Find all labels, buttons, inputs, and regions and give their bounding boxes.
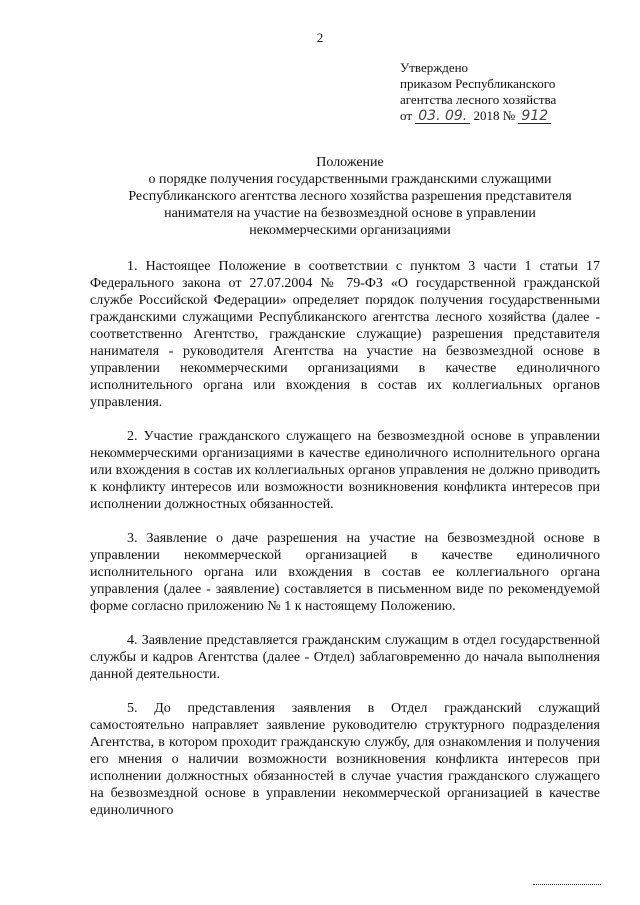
handwritten-date: 03. 09. [415, 109, 470, 124]
approval-line-1: Утверждено [400, 60, 469, 75]
handwritten-order-number: 912 [518, 109, 551, 124]
document-body [90, 258, 600, 836]
approval-line-2: приказом Республиканского [400, 76, 556, 91]
title-line-1: о порядке получения государственными гражданскими служащими [148, 172, 552, 187]
number-prefix: № [502, 108, 516, 123]
paragraph-5: 5. До представления заявления в Отдел гражданский служащий самостоятельно направляет заявление руководителю структурного подразделения Агентства, в котором проходит гражданскую службу, для ознакомления и получения его мнения о наличии возможности возникновения конфликта интересов при исполнении должностных обязанностей в случае участия гражданского служащего на безвозмездной основе в управлении некоммерческой организацией в качестве единоличного [90, 701, 600, 818]
paragraph-4: 4. Заявление представляется гражданским служащим в отдел государственной службы и кадров Агентства (далее - Отдел) заблаговременно до начала выполнения данной деятельности. [90, 633, 600, 682]
title-heading: Положение [316, 155, 384, 170]
signature-mark [533, 884, 601, 885]
title-line-4: некоммерческими организациями [249, 223, 451, 238]
title-line-3: нанимателя на участие на безвозмездной основе в управлении [164, 206, 536, 221]
paragraph-3: 3. Заявление о даче разрешения на участие на безвозмездной основе в управлении некоммерческой организацией в качестве единоличного исполнительного органа или вхождения в состав ее коллегиального органа управления (далее - заявление) составляется в письменном виде по рекомендуемой форме согласно приложению № 1 к настоящему Положению. [90, 531, 600, 614]
title-line-2: Республиканского агентства лесного хозяйства разрешения представителя [128, 189, 572, 204]
paragraph-2: 2. Участие гражданского служащего на безвозмездной основе в управлении некоммерческими организациями в качестве единоличного исполнительного органа или вхождения в состав их коллегиальных органов управления не должно приводить к конфликту интересов или возможности возникновения конфликта интересов при исполнении должностных обязанностей. [90, 429, 600, 512]
page-number: 2 [316, 30, 324, 45]
approval-line-3: агентства лесного хозяйства [400, 92, 557, 107]
approval-stamp [400, 60, 600, 124]
document-title [90, 154, 610, 239]
order-year: 2018 [473, 108, 500, 123]
approval-date-line [400, 108, 600, 124]
date-prefix: от [400, 108, 413, 123]
paragraph-1: 1. Настоящее Положение в соответствии с пунктом 3 части 1 статьи 17 Федерального закона от 27.07.2004 № 79-ФЗ «О государственной гражданской службе Российской Федерации» определяет порядок получения государственными гражданскими служащими Республиканского агентства лесного хозяйства (далее - соответственно Агентство, гражданские служащие) разрешения представителя нанимателя - руководителя Агентства на участие на безвозмездной основе в управлении некоммерческими организациями в качестве единоличного исполнительного органа или вхождения в состав их коллегиальных органов управления. [90, 259, 600, 410]
